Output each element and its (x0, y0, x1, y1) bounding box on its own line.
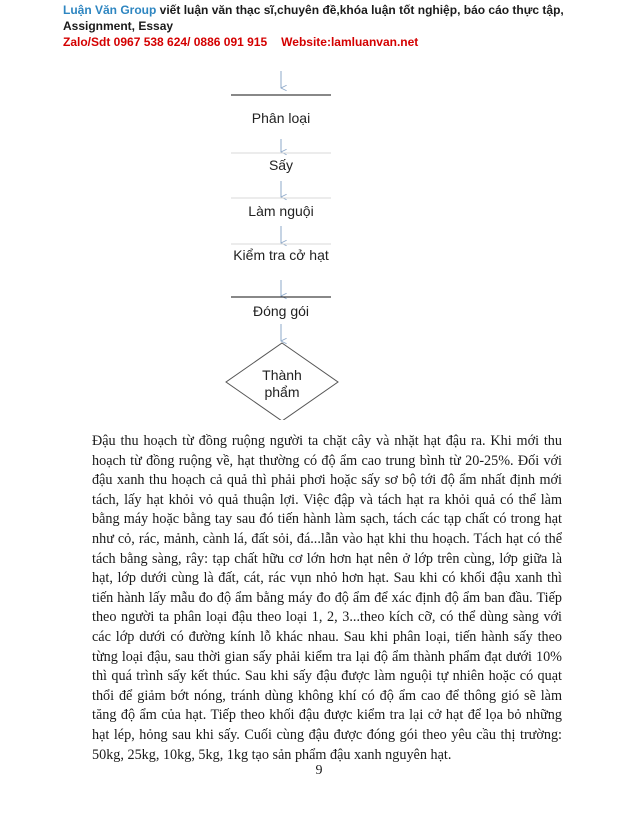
process-description-paragraph: Đậu thu hoạch từ đồng ruộng người ta chặt cây và nhặt hạt đậu ra. Khi mới thu hoạch từ đồng ruộng về, hạt thường có độ ẩm cao trung bình từ 20-25%. Đối với đậu xanh thu hoạch cả quả thì phải phơi hoặc sấy sơ bộ tới độ ẩm nhất định mới tách, lấy hạt khỏi vỏ quả thuận lợi. Việc đập và tách hạt ra khỏi quả có thể làm bằng máy hoặc bằng tay sau đó tiến hành làm sạch, tách các tạp chất có trong hạt như cỏ, rác, mảnh, cành lá, đất sỏi, đá...lẫn vào hạt khi thu hoạch. Tách hạt có thể tách bằng sàng, rây: tạp chất hữu cơ lớn hơn hạt nên ở lớp trên cùng, lớp giữa là hạt, lớp dưới cùng là đất, cát, rác vụn nhỏ hơn hạt. Sau khi có khối đậu xanh thì tiến hành lấy mẫu đo độ ẩm bằng máy đo độ ẩm để xác định độ ẩm ban đầu. Tiếp theo người ta phân loại đậu theo loại 1, 2, 3...theo kích cỡ, có thể dùng sàng với các lớp dưới có đường kính lỗ khác nhau. Sau khi phân loại, tiến hành sấy theo từng loại đậu, sau thời gian sấy phải kiểm tra lại độ ẩm thành phẩm đạt dưới 10% thì quá trình sấy kết thúc. Sau khi sấy đậu được làm nguội tự nhiên hoặc có quạt thổi để giảm bớt nóng, tránh dùng không khí có độ ẩm cao để thông gió sẽ làm tăng độ ẩm của hạt. Tiếp theo khối đậu được kiểm tra lại cở hạt để lọa bỏ những hạt lép, hỏng sau khi sấy. Cuối cùng đậu được đóng gói theo yêu cầu thị trường: 50kg, 25kg, 10kg, 5kg, 1kg tạo sản phẩm đậu xanh nguyên hạt. (92, 433, 562, 763)
step-classify: Phân loại (251, 110, 311, 126)
step-package: Đóng gói (252, 303, 310, 319)
step-check-size: Kiểm tra cở hạt (233, 247, 329, 263)
final-product-label: Thành phẩm (262, 367, 302, 400)
page-number: 9 (315, 763, 323, 778)
step-cool: Làm nguội (248, 203, 314, 219)
header-tagline: viết luận văn thạc sĩ,chuyên đề,khóa luận tốt nghiệp, báo cáo thực tập, Assignment, Essay (63, 3, 564, 33)
step-dry: Sấy (268, 157, 294, 173)
contact-phone: Zalo/Sdt 0967 538 624/ 0886 091 915 (63, 35, 268, 49)
contact-website: Website:lamluanvan.net (281, 35, 419, 49)
brand-name: Luận Văn Group (63, 3, 157, 17)
